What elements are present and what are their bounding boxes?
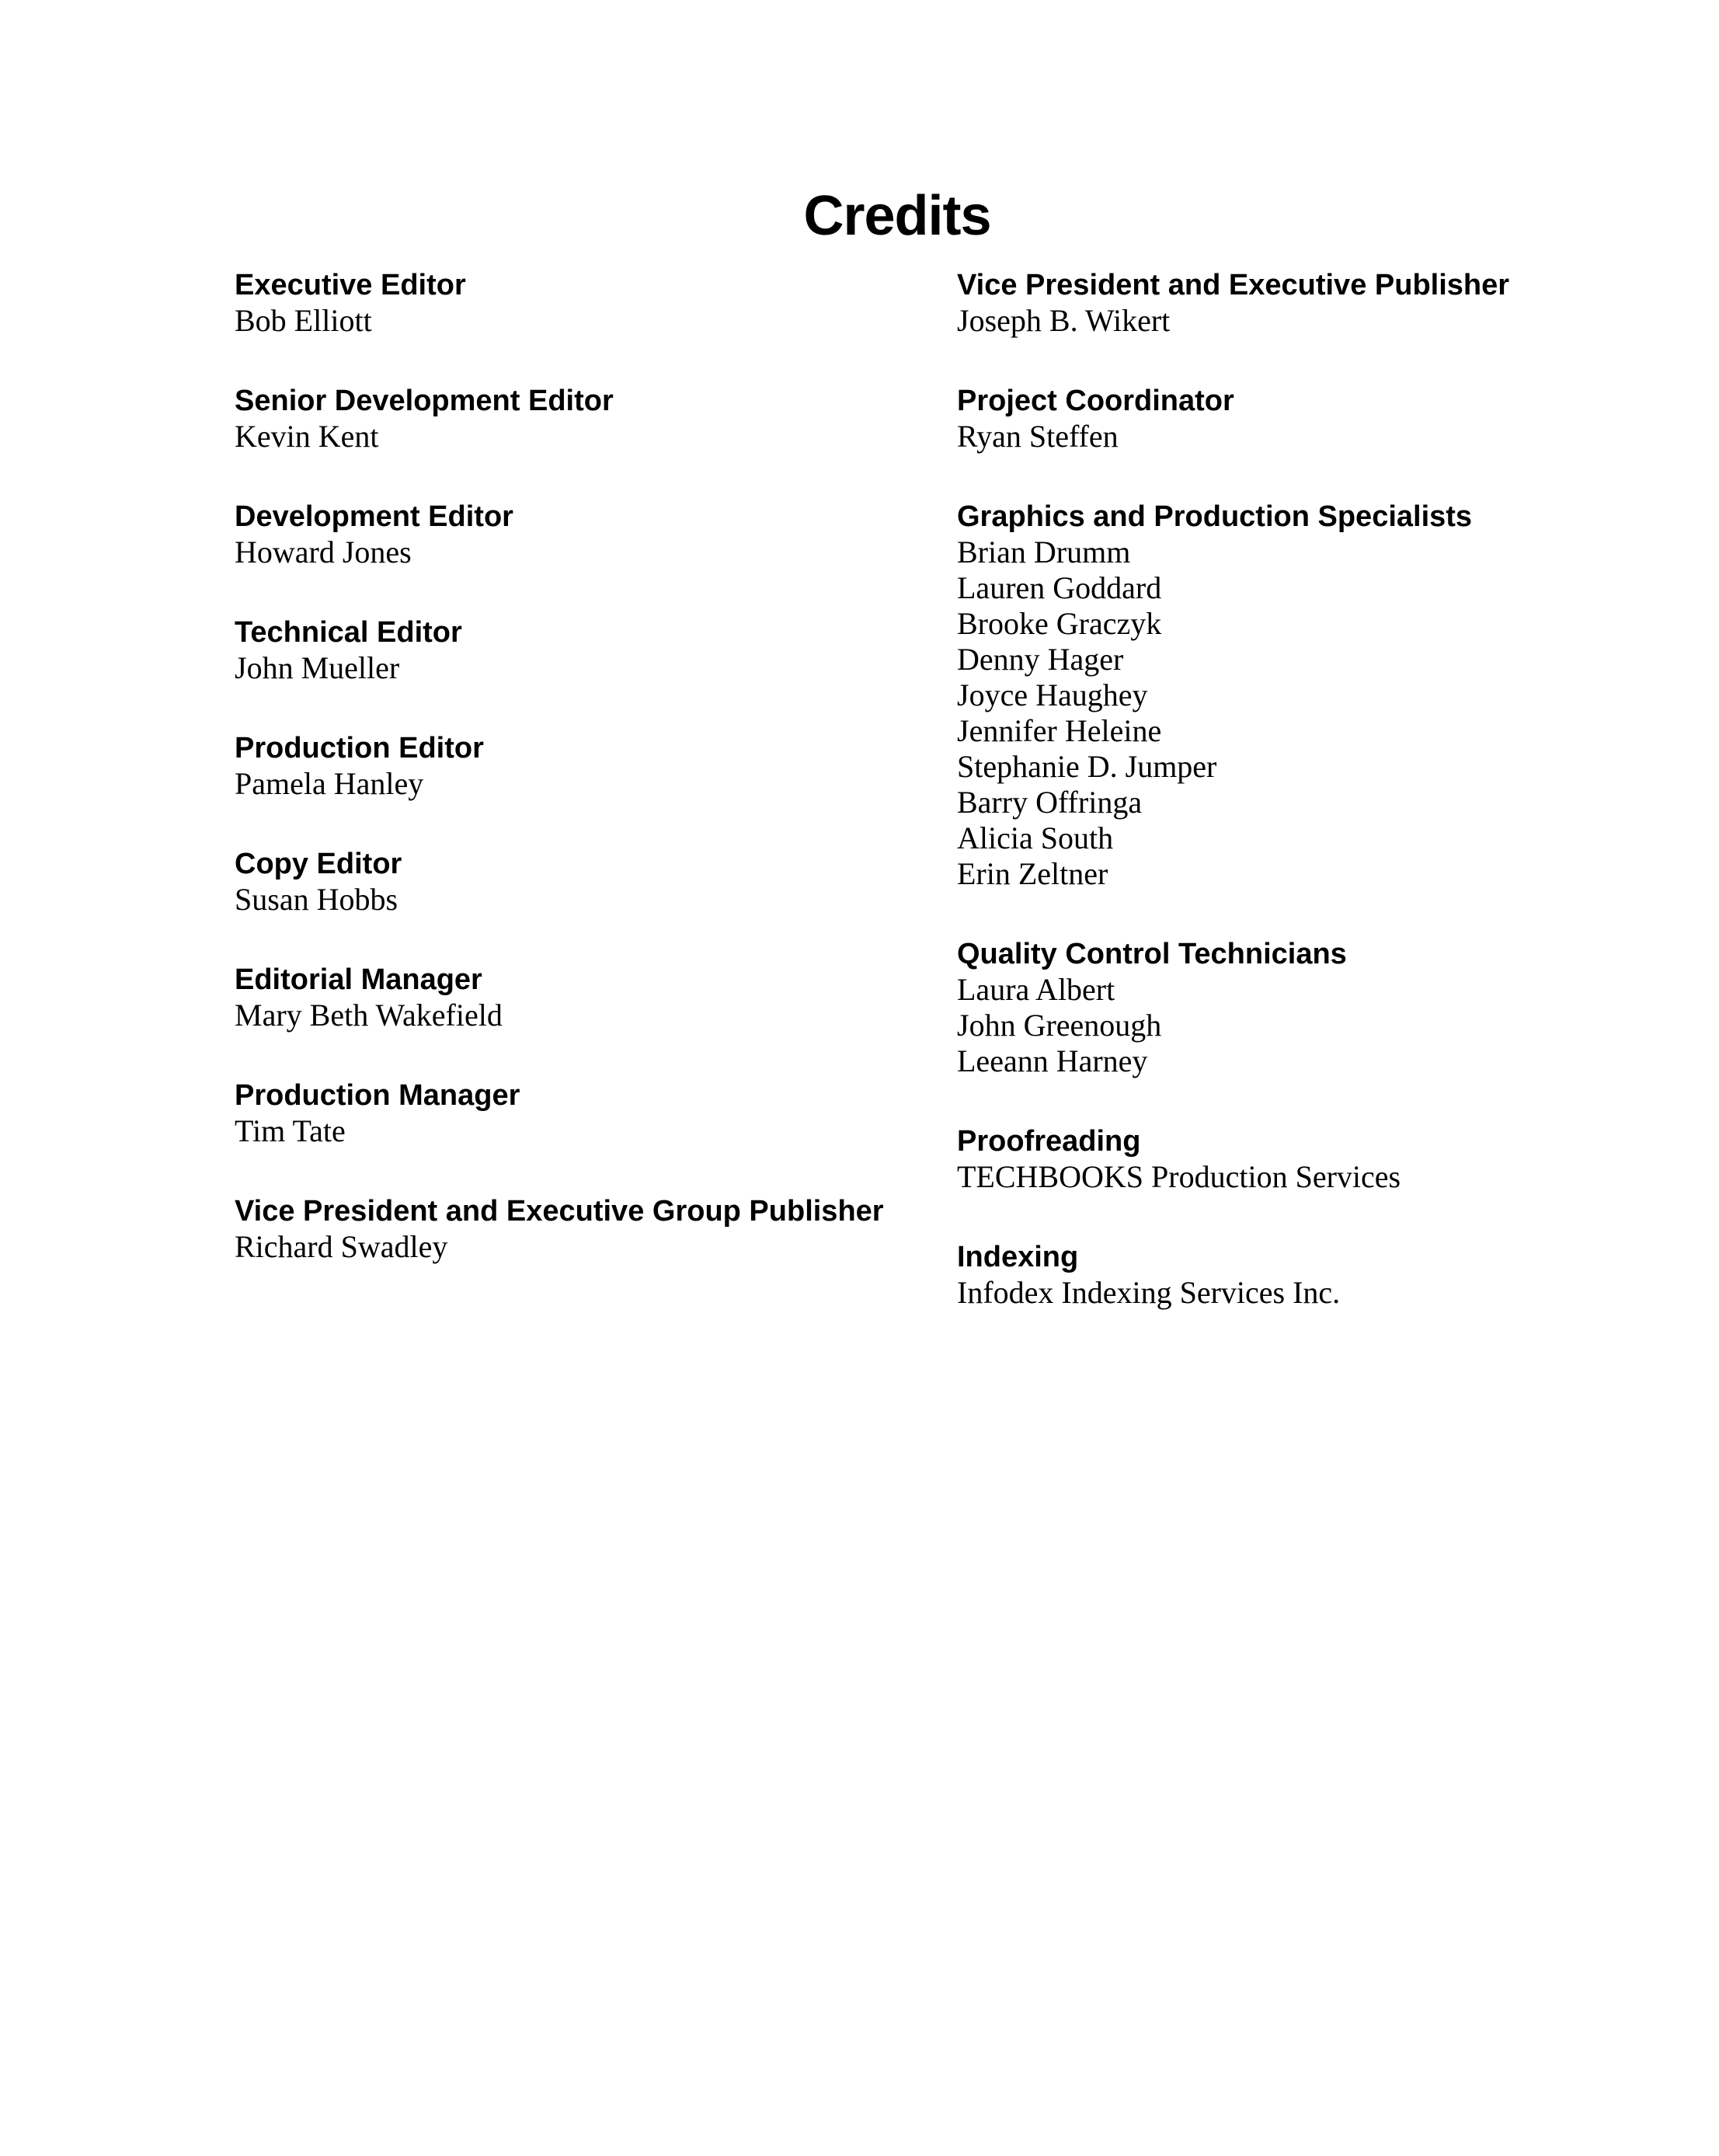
credit-name: TECHBOOKS Production Services xyxy=(957,1159,1401,1194)
credit-name: Kevin Kent xyxy=(235,419,379,454)
credit-role: Development Editor xyxy=(235,500,513,533)
credit-group xyxy=(957,936,1656,1079)
credit-group xyxy=(235,962,918,1033)
page-title: Credits xyxy=(803,185,991,247)
credit-name: Stephanie D. Jumper xyxy=(957,749,1217,784)
credit-name: Susan Hobbs xyxy=(235,882,398,917)
credit-role: Vice President and Executive Group Publisher xyxy=(235,1195,884,1228)
credit-name: Tim Tate xyxy=(235,1113,346,1148)
credit-role: Executive Editor xyxy=(235,269,466,301)
credit-group xyxy=(235,1193,918,1265)
credit-role: Production Editor xyxy=(235,732,484,765)
credit-group xyxy=(235,499,918,570)
credit-name: Denny Hager xyxy=(957,642,1124,677)
credit-group xyxy=(235,1078,918,1149)
credit-name: Joyce Haughey xyxy=(957,677,1148,712)
credit-name: Brian Drumm xyxy=(957,535,1131,569)
credit-role: Indexing xyxy=(957,1241,1079,1273)
credit-name: Lauren Goddard xyxy=(957,570,1162,605)
credit-role: Graphics and Production Specialists xyxy=(957,500,1473,533)
credit-role: Proofreading xyxy=(957,1125,1141,1158)
credits-left-column xyxy=(235,267,918,1309)
credit-role: Quality Control Technicians xyxy=(957,938,1347,970)
credit-name: Barry Offringa xyxy=(957,785,1143,820)
credit-name: Brooke Graczyk xyxy=(957,606,1162,641)
credit-name: Ryan Steffen xyxy=(957,419,1119,454)
credit-name: Pamela Hanley xyxy=(235,766,424,801)
credit-group xyxy=(957,1239,1656,1311)
credit-role: Project Coordinator xyxy=(957,385,1234,417)
credit-name: Infodex Indexing Services Inc. xyxy=(957,1275,1341,1310)
credit-group xyxy=(235,846,918,918)
credit-group xyxy=(235,730,918,802)
credit-name: Howard Jones xyxy=(235,535,412,569)
credit-role: Production Manager xyxy=(235,1079,520,1112)
credits-right-column xyxy=(957,267,1656,1355)
credit-role: Senior Development Editor xyxy=(235,385,614,417)
credit-name: Bob Elliott xyxy=(235,303,372,338)
credit-name: Erin Zeltner xyxy=(957,856,1108,891)
credit-name: Jennifer Heleine xyxy=(957,713,1162,748)
credit-group xyxy=(957,1123,1656,1195)
credit-role: Technical Editor xyxy=(235,616,462,649)
credit-role: Copy Editor xyxy=(235,848,402,880)
credit-role: Vice President and Executive Publisher xyxy=(957,269,1510,301)
credit-name: Leeann Harney xyxy=(957,1043,1148,1078)
credit-name: John Greenough xyxy=(957,1008,1162,1043)
credit-name: Mary Beth Wakefield xyxy=(235,998,503,1033)
credit-group xyxy=(235,615,918,686)
credit-group xyxy=(957,499,1656,892)
credit-group xyxy=(235,383,918,455)
credit-role: Editorial Manager xyxy=(235,963,482,996)
credit-name: Richard Swadley xyxy=(235,1229,448,1264)
credit-group xyxy=(957,267,1656,339)
credit-name: Alicia South xyxy=(957,820,1114,855)
credit-name: Joseph B. Wikert xyxy=(957,303,1171,338)
credit-name: John Mueller xyxy=(235,650,400,685)
credit-name: Laura Albert xyxy=(957,972,1115,1007)
credit-group xyxy=(235,267,918,339)
credit-group xyxy=(957,383,1656,455)
